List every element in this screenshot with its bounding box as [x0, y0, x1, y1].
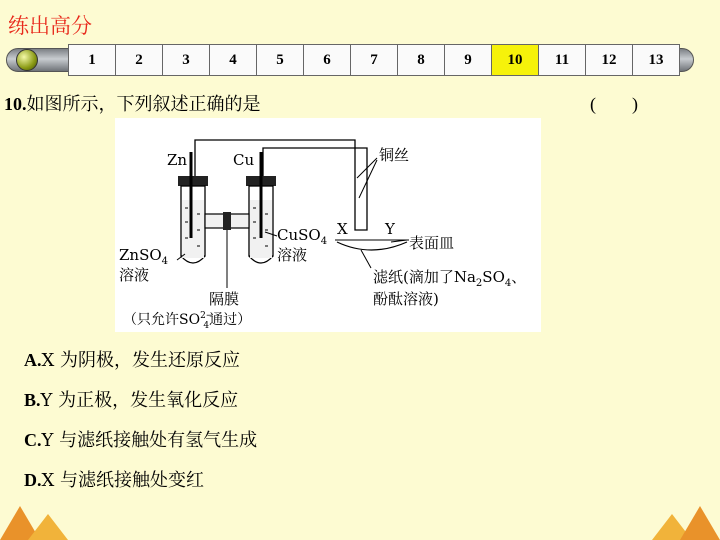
nav-item-1[interactable]: 1 — [68, 44, 116, 76]
label-zn: Zn — [167, 151, 188, 169]
option-c[interactable] — [24, 426, 257, 452]
nav-item-11[interactable]: 11 — [538, 44, 586, 76]
label-znso4: ZnSO$_4$ — [119, 246, 169, 267]
nav-item-13[interactable]: 13 — [632, 44, 680, 76]
question-navigator — [6, 44, 694, 76]
option-a-key: A. — [24, 350, 42, 370]
option-c-text: Y 与滤纸接触处有氢气生成 — [41, 430, 258, 451]
label-x: X — [337, 220, 348, 238]
apparatus-figure — [115, 118, 541, 332]
option-a[interactable] — [24, 346, 240, 372]
nav-item-3[interactable]: 3 — [162, 44, 210, 76]
connector-tube — [205, 212, 249, 288]
nav-item-5[interactable]: 5 — [256, 44, 304, 76]
nav-item-12[interactable]: 12 — [585, 44, 633, 76]
question-stem — [4, 90, 261, 116]
label-y: Y — [385, 220, 395, 238]
nav-item-9[interactable]: 9 — [444, 44, 492, 76]
option-b-key: B. — [24, 390, 41, 410]
watch-glass — [337, 242, 407, 250]
nav-cells — [68, 44, 679, 76]
nav-item-4[interactable]: 4 — [209, 44, 257, 76]
label-cuso4-solution: 溶液 — [277, 246, 308, 264]
corner-decoration-left — [0, 500, 70, 540]
option-a-text: X 为阴极，发生还原反应 — [41, 350, 241, 371]
label-cuso4: CuSO$_4$ — [277, 226, 328, 247]
home-knob-icon[interactable] — [16, 49, 38, 71]
label-copper-wire: 铜丝 — [379, 146, 410, 164]
nav-item-6[interactable]: 6 — [303, 44, 351, 76]
nav-item-8[interactable]: 8 — [397, 44, 445, 76]
option-b[interactable] — [24, 386, 238, 412]
label-membrane-note: （只允许$SO^{2-}$ 4通过） — [123, 311, 252, 331]
option-b-text: Y 为正极，发生氧化反应 — [40, 390, 239, 411]
option-d-key: D. — [24, 470, 42, 490]
nav-item-7[interactable]: 7 — [350, 44, 398, 76]
label-watch-glass: 表面皿 — [409, 234, 455, 252]
answer-blank: ( ) — [590, 94, 638, 114]
label-filter-paper-2: 酚酞溶液) — [373, 290, 439, 308]
apparatus-diagram — [115, 118, 541, 332]
label-filter-paper: 滤纸(滴加了$Na_2SO_4$、 — [373, 268, 527, 289]
option-c-key: C. — [24, 430, 42, 450]
nav-item-10[interactable]: 10 — [491, 44, 539, 76]
page-title: 练出高分 — [8, 14, 92, 38]
label-cu: Cu — [233, 151, 255, 169]
label-membrane: 隔膜 — [209, 290, 240, 308]
label-znso4-solution: 溶液 — [119, 266, 150, 284]
option-d[interactable] — [24, 466, 204, 492]
question-number: 10. — [4, 94, 27, 114]
option-d-text: X 与滤纸接触处变红 — [41, 470, 205, 491]
nav-item-2[interactable]: 2 — [115, 44, 163, 76]
corner-decoration-right — [650, 500, 720, 540]
question-text: 如图所示，下列叙述正确的是 — [26, 94, 261, 115]
